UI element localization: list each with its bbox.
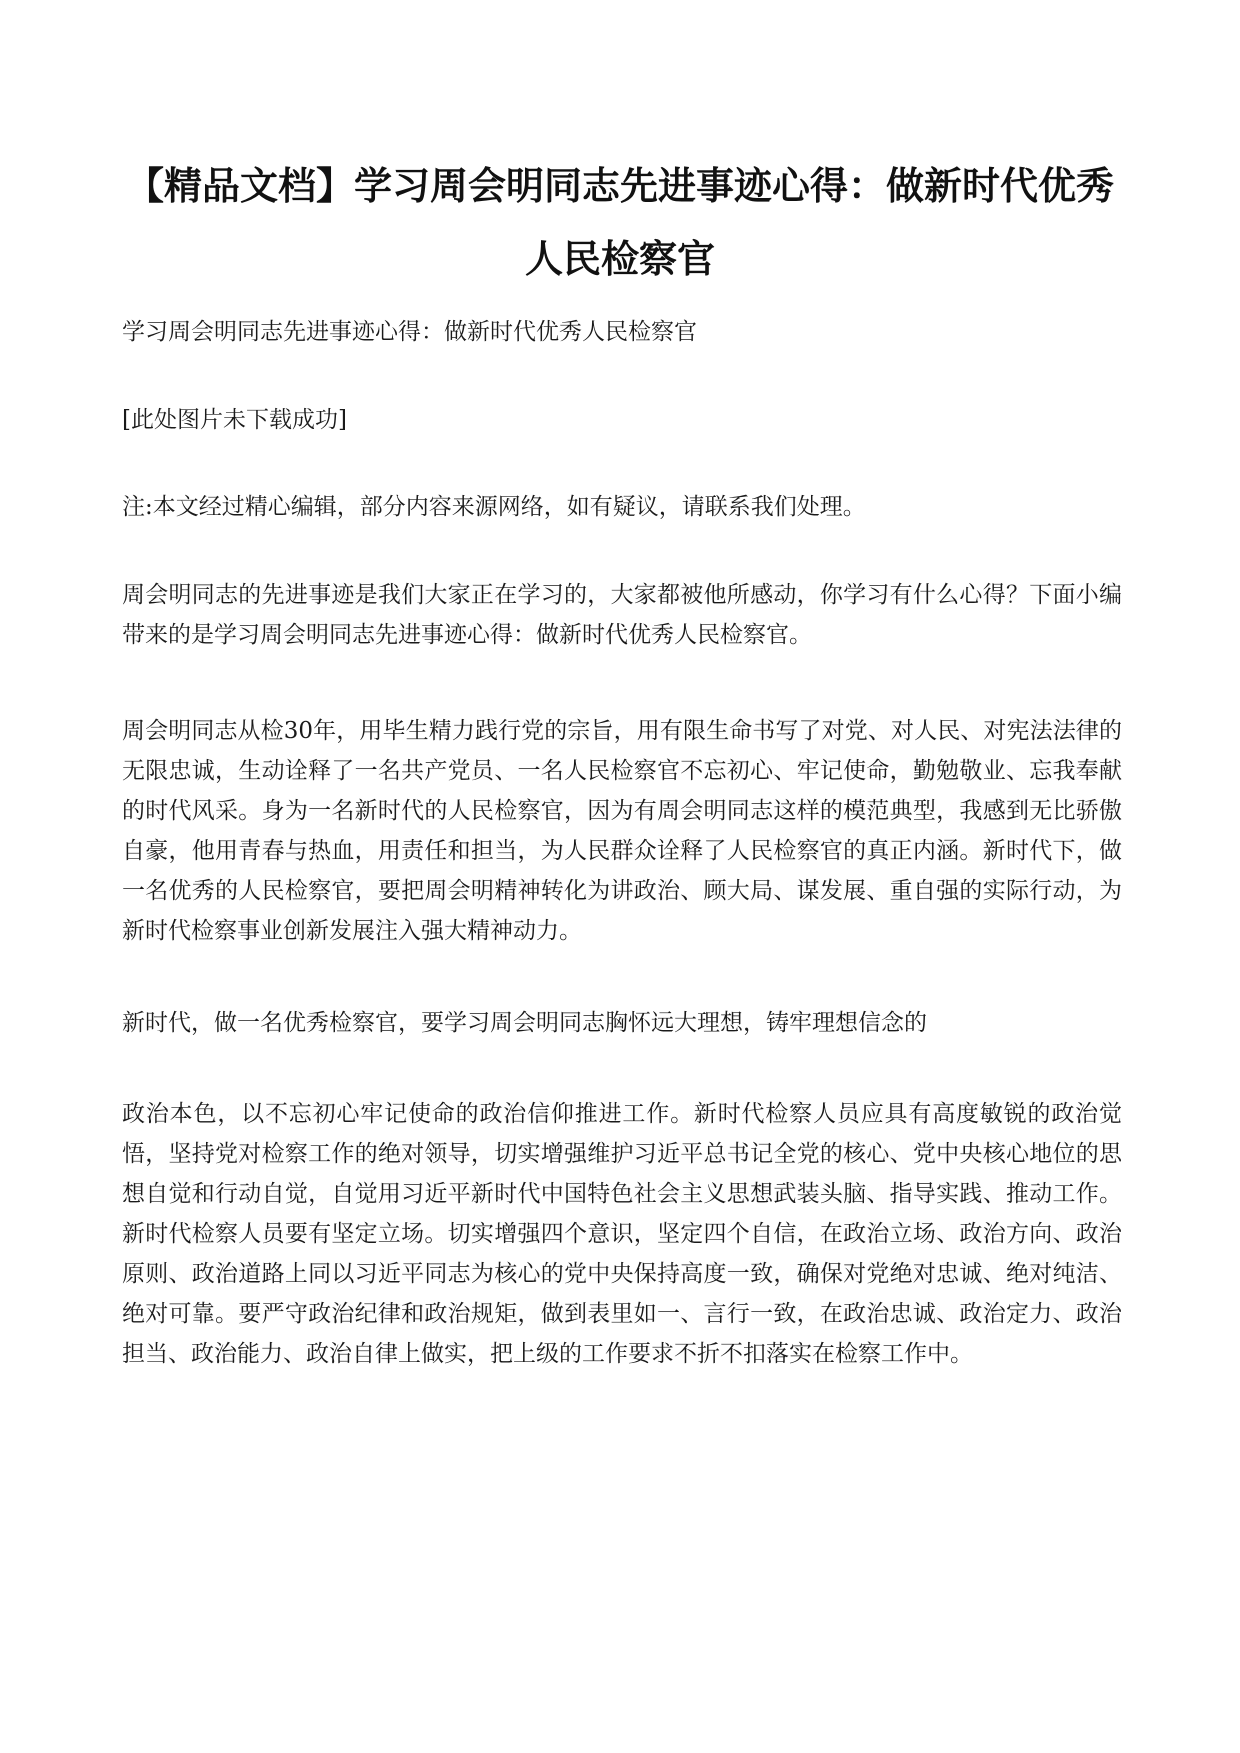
paragraph-image-placeholder: [此处图片未下载成功] [122,407,347,433]
document-title: 【精品文档】学习周会明同志先进事迹心得：做新时代优秀人民检察官 [125,164,1114,281]
paragraph-body-2: 新时代，做一名优秀检察官，要学习周会明同志胸怀远大理想，铸牢理想信念的 [122,1010,927,1036]
paragraph-subtitle: 学习周会明同志先进事迹心得：做新时代优秀人民检察官 [122,319,697,345]
paragraph-body-1: 周会明同志从检30年，用毕生精力践行党的宗旨，用有限生命书写了对党、对人民、对宪法法律的无限忠诚，生动诠释了一名共产党员、一名人民检察官不忘初心、牢记使命，勤勉敬业、忘我奉献的时代风采。身为一名新时代的人民检察官，因为有周会明同志这样的模范典型，我感到无比骄傲自豪，他用青春与热血，用责任和担当，为人民群众诠释了人民检察官的真正内涵。新时代下，做一名优秀的人民检察官，要把周会明精神转化为讲政治、顾大局、谋发展、重自强的实际行动，为新时代检察事业创新发展注入强大精神动力。 [122,718,1122,944]
paragraph-body-3: 政治本色，以不忘初心牢记使命的政治信仰推进工作。新时代检察人员应具有高度敏锐的政治觉悟，坚持党对检察工作的绝对领导，切实增强维护习近平总书记全党的核心、党中央核心地位的思想自觉和行动自觉，自觉用习近平新时代中国特色社会主义思想武装头脑、指导实践、推动工作。新时代检察人员要有坚定立场。切实增强四个意识，坚定四个自信，在政治立场、政治方向、政治原则、政治道路上同以习近平同志为核心的党中央保持高度一致，确保对党绝对忠诚、绝对纯洁、绝对可靠。要严守政治纪律和政治规矩，做到表里如一、言行一致，在政治忠诚、政治定力、政治担当、政治能力、政治自律上做实，把上级的工作要求不折不扣落实在检察工作中。 [122,1101,1122,1367]
paragraph-intro: 周会明同志的先进事迹是我们大家正在学习的，大家都被他所感动，你学习有什么心得？下面小编带来的是学习周会明同志先进事迹心得：做新时代优秀人民检察官。 [122,582,1122,648]
paragraph-note: 注:本文经过精心编辑，部分内容来源网络，如有疑议，请联系我们处理。 [122,494,866,520]
